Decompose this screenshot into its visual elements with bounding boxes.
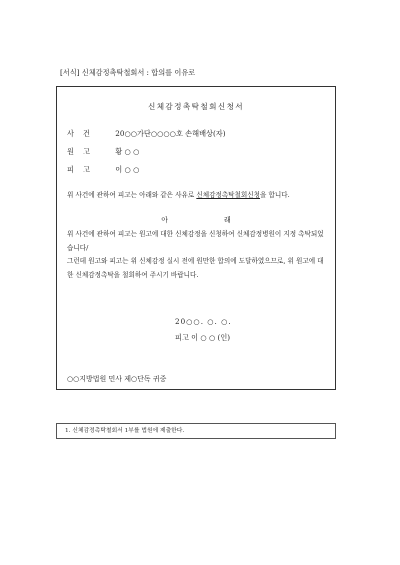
form-caption: [서식] 신체감정촉탁철회서 : 합의를 이유로 bbox=[60, 68, 196, 77]
field-defendant-value: 이 ○ ○ bbox=[115, 165, 140, 174]
field-plaintiff bbox=[67, 147, 139, 157]
intro-underlined: 신체감정촉탁철회신청 bbox=[196, 191, 261, 199]
intro-suffix: 을 합니다. bbox=[260, 191, 290, 199]
intro-prefix: 위 사건에 관하여 피고는 아래와 같은 사유로 bbox=[67, 191, 197, 199]
document-frame bbox=[56, 86, 336, 390]
field-case-value: 20○○가단○○○○호 손해배상(자) bbox=[115, 129, 226, 138]
section-subhead: 아래 bbox=[161, 216, 287, 224]
field-defendant-label: 피고 bbox=[67, 165, 99, 174]
document-date: 20○○. ○. ○. bbox=[175, 317, 232, 326]
court-addressee: ○○지방법원 민사 제○단독 귀중 bbox=[67, 375, 167, 383]
field-plaintiff-value: 황 ○ ○ bbox=[115, 147, 140, 156]
note-box: 1. 신체감정촉탁철회서 1부를 법원에 제출한다. bbox=[56, 423, 336, 439]
field-case-label: 사건 bbox=[67, 129, 99, 138]
body-paragraph-2: 그런데 원고와 피고는 위 신체감정 실시 전에 원만한 합의에 도달하였으므로, 위 원고에 대한 신체감정촉탁을 철회하여 주시기 바랍니다. bbox=[67, 257, 324, 279]
signature-line: 피고 이 ○ ○ (인) bbox=[175, 333, 231, 342]
field-case bbox=[67, 129, 226, 139]
document-title: 신체감정촉탁철회신청서 bbox=[147, 102, 245, 111]
intro-paragraph bbox=[67, 189, 329, 203]
field-defendant bbox=[67, 165, 139, 175]
body-paragraph-1: 위 사건에 관하여 피고는 원고에 대한 신체감정을 신청하여 신체감정병원이 지정 촉탁되었습니다/ bbox=[67, 230, 324, 252]
field-plaintiff-label: 원고 bbox=[67, 147, 99, 156]
